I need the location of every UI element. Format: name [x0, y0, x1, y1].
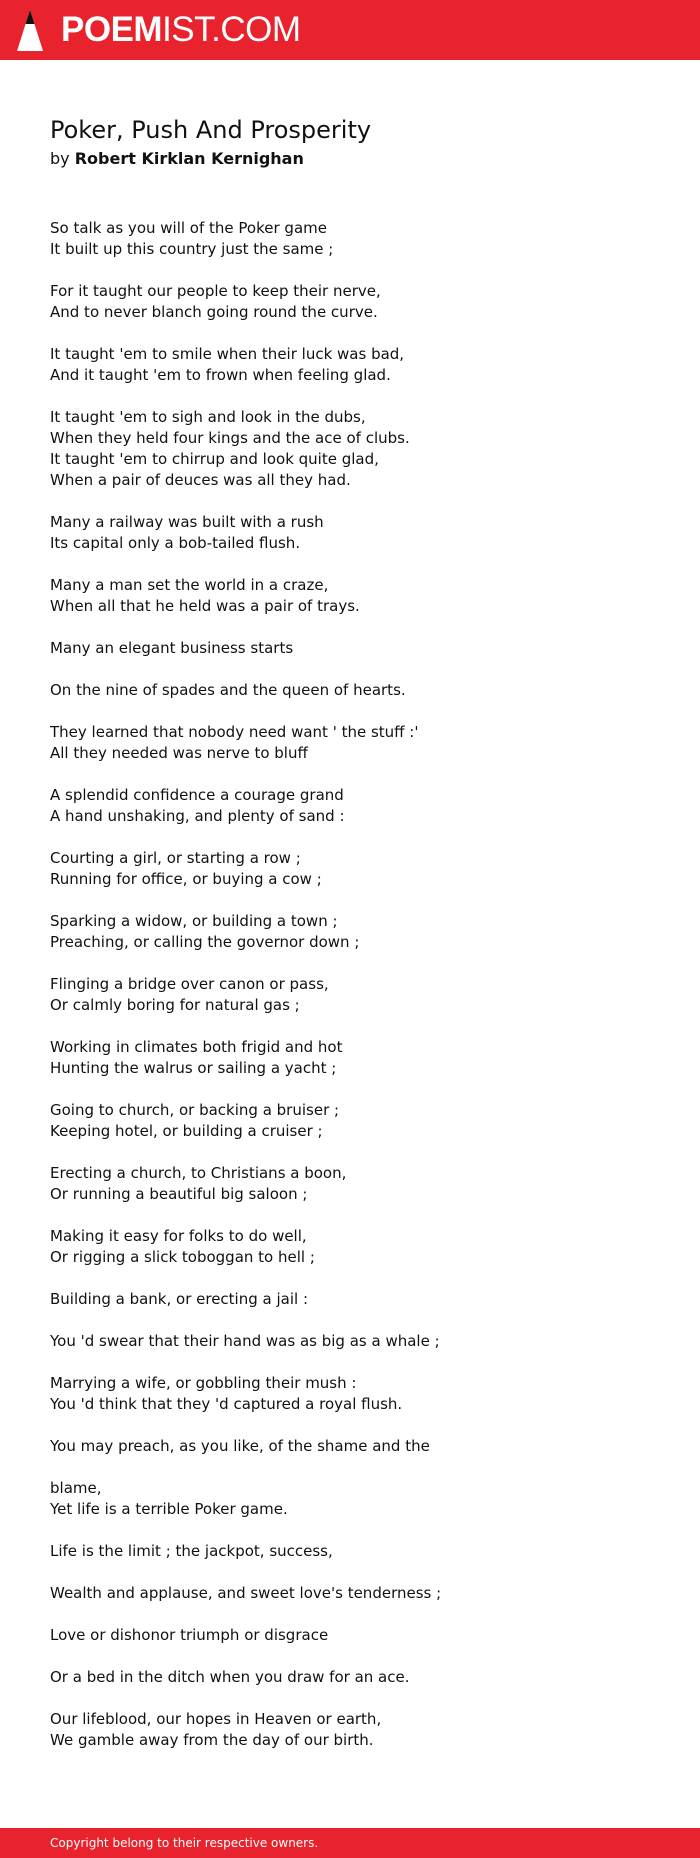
poem-line: Many a railway was built with a rush: [50, 513, 324, 531]
poem-line: And it taught 'em to frown when feeling glad.: [50, 366, 391, 384]
poem-stanza: [50, 512, 670, 554]
poem-line: Wealth and applause, and sweet love's tenderness ;: [50, 1584, 442, 1602]
site-footer: [0, 1828, 700, 1858]
poem-line: All they needed was nerve to bluff: [50, 744, 308, 762]
poem-stanza: [50, 680, 670, 701]
poem-line: A hand unshaking, and plenty of sand :: [50, 807, 345, 825]
poem-line: Many a man set the world in a craze,: [50, 576, 329, 594]
poem-line: And to never blanch going round the curve.: [50, 303, 378, 321]
poem-stanza: [50, 911, 670, 953]
by-label: by: [50, 149, 70, 168]
poem-line: Yet life is a terrible Poker game.: [50, 1500, 288, 1518]
poem-stanza: [50, 1541, 670, 1562]
poem-stanza: [50, 638, 670, 659]
poem-stanza: [50, 1583, 670, 1604]
poem-line: Hunting the walrus or sailing a yacht ;: [50, 1059, 337, 1077]
poem-stanza: [50, 1625, 670, 1646]
poem-line: Going to church, or backing a bruiser ;: [50, 1101, 340, 1119]
poem-line: Or calmly boring for natural gas ;: [50, 996, 300, 1014]
poem-body: [50, 218, 670, 1772]
poem-line: It taught 'em to smile when their luck was bad,: [50, 345, 405, 363]
poem-stanza: [50, 1037, 670, 1079]
poem-byline: [50, 146, 304, 172]
poem-line: You 'd think that they 'd captured a royal flush.: [50, 1395, 403, 1413]
poem-line: A splendid confidence a courage grand: [50, 786, 344, 804]
poem-line: Keeping hotel, or building a cruiser ;: [50, 1122, 323, 1140]
poem-line: blame,: [50, 1479, 102, 1497]
poem-line: Life is the limit ; the jackpot, success,: [50, 1542, 333, 1560]
poem-line: Marrying a wife, or gobbling their mush :: [50, 1374, 357, 1392]
poem-stanza: [50, 1436, 670, 1457]
poem-line: Building a bank, or erecting a jail :: [50, 1290, 308, 1308]
poem-line: Love or dishonor triumph or disgrace: [50, 1626, 329, 1644]
logo-text-bold: POEM: [61, 10, 163, 49]
poem-title: Poker, Push And Prosperity: [50, 116, 372, 144]
poem-stanza: [50, 218, 670, 260]
poem-line: Working in climates both frigid and hot: [50, 1038, 343, 1056]
pencil-icon[interactable]: [17, 10, 43, 51]
poem-line: For it taught our people to keep their nerve,: [50, 282, 381, 300]
poem-line: Erecting a church, to Christians a boon,: [50, 1164, 347, 1182]
poem-line: Its capital only a bob-tailed flush.: [50, 534, 301, 552]
copyright-text: Copyright belong to their respective owners.: [50, 1836, 319, 1850]
poem-line: Or a bed in the ditch when you draw for an ace.: [50, 1668, 410, 1686]
poem-stanza: [50, 785, 670, 827]
poem-line: They learned that nobody need want ' the stuff :': [50, 723, 419, 741]
poem-stanza: [50, 1373, 670, 1415]
poem-line: You may preach, as you like, of the shame and the: [50, 1437, 430, 1455]
poem-line: Our lifeblood, our hopes in Heaven or earth,: [50, 1710, 382, 1728]
poem-line: Many an elegant business starts: [50, 639, 294, 657]
poem-stanza: [50, 1478, 670, 1520]
poem-stanza: [50, 407, 670, 491]
poem-line: It taught 'em to chirrup and look quite glad,: [50, 450, 379, 468]
poem-line: Making it easy for folks to do well,: [50, 1227, 307, 1245]
poem-line: When all that he held was a pair of trays.: [50, 597, 360, 615]
poem-line: It taught 'em to sigh and look in the dubs,: [50, 408, 366, 426]
poem-line: Or rigging a slick toboggan to hell ;: [50, 1248, 315, 1266]
poem-line: It built up this country just the same ;: [50, 240, 334, 258]
poem-stanza: [50, 1289, 670, 1310]
poem-line: When a pair of deuces was all they had.: [50, 471, 351, 489]
site-header: [0, 0, 700, 60]
poem-stanza: [50, 344, 670, 386]
poem-line: So talk as you will of the Poker game: [50, 219, 327, 237]
site-logo[interactable]: [61, 8, 301, 52]
poem-line: You 'd swear that their hand was as big as a whale ;: [50, 1332, 440, 1350]
logo-text-light: IST.COM: [162, 10, 301, 49]
poem-line: Preaching, or calling the governor down ;: [50, 933, 360, 951]
poem-stanza: [50, 722, 670, 764]
poem-stanza: [50, 1163, 670, 1205]
poem-stanza: [50, 848, 670, 890]
poem-author: Robert Kirklan Kernighan: [74, 149, 304, 168]
poem-stanza: [50, 1667, 670, 1688]
poem-stanza: [50, 575, 670, 617]
poem-line: Sparking a widow, or building a town ;: [50, 912, 338, 930]
poem-line: Courting a girl, or starting a row ;: [50, 849, 301, 867]
poem-stanza: [50, 974, 670, 1016]
poem-line: Or running a beautiful big saloon ;: [50, 1185, 308, 1203]
poem-stanza: [50, 1100, 670, 1142]
poem-line: When they held four kings and the ace of clubs.: [50, 429, 410, 447]
poem-line: Running for office, or buying a cow ;: [50, 870, 322, 888]
poem-stanza: [50, 281, 670, 323]
poem-stanza: [50, 1331, 670, 1352]
poem-stanza: [50, 1709, 670, 1751]
poem-line: We gamble away from the day of our birth.: [50, 1731, 374, 1749]
poem-line: On the nine of spades and the queen of hearts.: [50, 681, 406, 699]
poem-stanza: [50, 1226, 670, 1268]
poem-line: Flinging a bridge over canon or pass,: [50, 975, 329, 993]
